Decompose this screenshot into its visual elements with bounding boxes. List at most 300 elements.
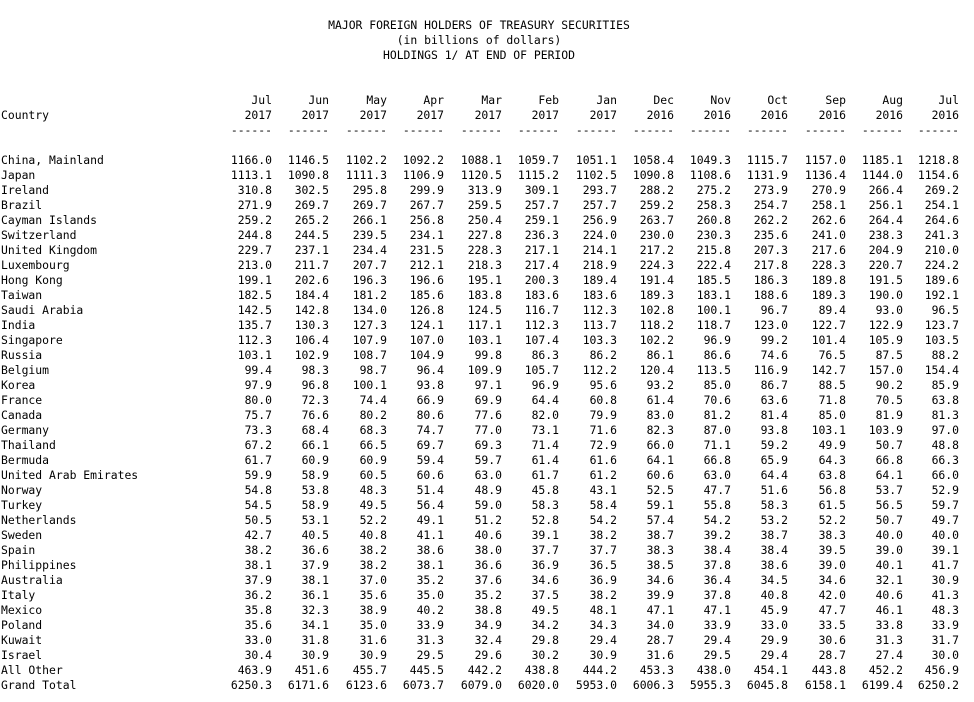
holding-value: 86.3 [531, 348, 559, 362]
holding-value: 1120.5 [460, 168, 502, 182]
holding-value: 71.6 [589, 423, 617, 437]
holding-value: 86.1 [646, 348, 674, 362]
column-year-header: 2017 [474, 108, 502, 122]
holding-value: 36.4 [703, 573, 731, 587]
holding-value: 39.5 [818, 543, 846, 557]
holding-value: 273.9 [753, 183, 788, 197]
country-name: Australia [1, 573, 63, 587]
holding-value: 118.7 [696, 318, 731, 332]
holding-value: 190.0 [868, 288, 903, 302]
column-year-header: 2017 [531, 108, 559, 122]
holding-value: 38.2 [359, 558, 387, 572]
holding-value: 103.5 [924, 333, 959, 347]
holding-value: 61.7 [244, 453, 272, 467]
holding-value: 443.8 [811, 663, 846, 677]
holding-value: 1115.7 [746, 153, 788, 167]
holding-value: 38.4 [703, 543, 731, 557]
holding-value: 6073.7 [402, 678, 444, 692]
holding-value: 218.3 [467, 258, 502, 272]
holding-value: 99.8 [474, 348, 502, 362]
holding-value: 183.6 [582, 288, 617, 302]
holding-value: 42.0 [818, 588, 846, 602]
column-separator: ------ [575, 123, 617, 137]
holding-value: 455.7 [352, 663, 387, 677]
holding-value: 41.7 [931, 558, 959, 572]
holding-value: 98.3 [301, 363, 329, 377]
holding-value: 185.5 [696, 273, 731, 287]
holding-value: 32.4 [474, 633, 502, 647]
country-name: Poland [1, 618, 43, 632]
holding-value: 45.9 [760, 603, 788, 617]
holding-value: 58.9 [301, 468, 329, 482]
holding-value: 105.7 [524, 363, 559, 377]
holding-value: 69.7 [416, 438, 444, 452]
holding-value: 266.1 [352, 213, 387, 227]
holding-value: 39.1 [931, 543, 959, 557]
country-name: Germany [1, 423, 50, 437]
holding-value: 99.4 [244, 363, 272, 377]
holding-value: 295.8 [352, 183, 387, 197]
holding-value: 34.6 [646, 573, 674, 587]
column-month-header: Mar [481, 93, 502, 107]
holding-value: 256.8 [409, 213, 444, 227]
holding-value: 74.4 [359, 393, 387, 407]
holding-value: 183.8 [467, 288, 502, 302]
country-name: Norway [1, 483, 43, 497]
country-column-header: Country [1, 108, 50, 122]
column-separator: ------ [917, 123, 959, 137]
holding-value: 58.4 [589, 498, 617, 512]
holding-value: 1146.5 [287, 153, 329, 167]
column-year-header: 2017 [244, 108, 272, 122]
column-year-header: 2016 [818, 108, 846, 122]
column-separator: ------ [460, 123, 502, 137]
holding-value: 234.4 [352, 243, 387, 257]
holding-value: 38.1 [301, 573, 329, 587]
holding-value: 217.6 [811, 243, 846, 257]
holding-value: 60.5 [359, 468, 387, 482]
holding-value: 217.2 [639, 243, 674, 257]
holding-value: 74.7 [416, 423, 444, 437]
column-separator: ------ [230, 123, 272, 137]
holding-value: 1144.0 [861, 168, 903, 182]
holding-value: 217.1 [524, 243, 559, 257]
holding-value: 181.2 [352, 288, 387, 302]
holding-value: 108.7 [352, 348, 387, 362]
holding-value: 53.2 [760, 513, 788, 527]
holding-value: 47.1 [646, 603, 674, 617]
holding-value: 1115.2 [517, 168, 559, 182]
holding-value: 34.3 [589, 618, 617, 632]
holding-value: 1102.2 [345, 153, 387, 167]
holding-value: 1166.0 [230, 153, 272, 167]
holding-value: 66.9 [416, 393, 444, 407]
holding-value: 60.9 [359, 453, 387, 467]
holding-value: 90.2 [875, 378, 903, 392]
holding-value: 37.8 [703, 558, 731, 572]
holding-value: 191.5 [868, 273, 903, 287]
holding-value: 50.7 [875, 513, 903, 527]
holding-value: 59.1 [646, 498, 674, 512]
holding-value: 117.1 [467, 318, 502, 332]
holding-value: 65.9 [760, 453, 788, 467]
holding-value: 1059.7 [517, 153, 559, 167]
holding-value: 38.2 [589, 588, 617, 602]
column-year-header: 2017 [416, 108, 444, 122]
country-name: Grand Total [1, 678, 77, 692]
holding-value: 33.9 [703, 618, 731, 632]
holding-value: 265.2 [294, 213, 329, 227]
holding-value: 31.7 [931, 633, 959, 647]
holding-value: 27.4 [875, 648, 903, 662]
column-separator: ------ [861, 123, 903, 137]
holding-value: 31.3 [875, 633, 903, 647]
holding-value: 35.2 [416, 573, 444, 587]
holding-value: 76.5 [818, 348, 846, 362]
holding-value: 34.0 [646, 618, 674, 632]
holding-value: 28.7 [818, 648, 846, 662]
holding-value: 31.6 [359, 633, 387, 647]
holding-value: 442.2 [467, 663, 502, 677]
holding-value: 29.5 [703, 648, 731, 662]
holding-value: 28.7 [646, 633, 674, 647]
holding-value: 97.9 [244, 378, 272, 392]
holding-value: 270.9 [811, 183, 846, 197]
country-name: All Other [1, 663, 63, 677]
holding-value: 213.0 [237, 258, 272, 272]
holding-value: 63.8 [818, 468, 846, 482]
holding-value: 269.7 [294, 198, 329, 212]
holding-value: 37.5 [531, 588, 559, 602]
column-year-header: 2016 [646, 108, 674, 122]
holding-value: 52.5 [646, 483, 674, 497]
holding-value: 38.2 [244, 543, 272, 557]
holding-value: 33.0 [244, 633, 272, 647]
holding-value: 39.9 [646, 588, 674, 602]
holding-value: 36.9 [531, 558, 559, 572]
holding-value: 207.7 [352, 258, 387, 272]
holding-value: 116.7 [524, 303, 559, 317]
holding-value: 288.2 [639, 183, 674, 197]
holding-value: 63.0 [703, 468, 731, 482]
holding-value: 224.0 [582, 228, 617, 242]
holding-value: 463.9 [237, 663, 272, 677]
holding-value: 82.3 [646, 423, 674, 437]
holding-value: 120.4 [639, 363, 674, 377]
country-name: Singapore [1, 333, 63, 347]
holding-value: 49.7 [931, 513, 959, 527]
holding-value: 30.9 [301, 648, 329, 662]
holding-value: 64.1 [875, 468, 903, 482]
holding-value: 93.2 [646, 378, 674, 392]
holding-value: 66.5 [359, 438, 387, 452]
holding-value: 102.2 [639, 333, 674, 347]
holding-value: 105.9 [868, 333, 903, 347]
holding-value: 29.8 [531, 633, 559, 647]
country-name: Luxembourg [1, 258, 70, 272]
holding-value: 98.7 [359, 363, 387, 377]
holding-value: 1090.8 [632, 168, 674, 182]
holding-value: 36.1 [301, 588, 329, 602]
holding-value: 81.4 [760, 408, 788, 422]
holding-value: 191.4 [639, 273, 674, 287]
country-name: Hong Kong [1, 273, 63, 287]
holding-value: 37.9 [301, 558, 329, 572]
holding-value: 66.1 [301, 438, 329, 452]
holding-value: 29.5 [416, 648, 444, 662]
column-separator: ------ [632, 123, 674, 137]
holding-value: 38.5 [646, 558, 674, 572]
holding-value: 88.2 [931, 348, 959, 362]
holding-value: 54.5 [244, 498, 272, 512]
column-month-header: Jan [596, 93, 617, 107]
holding-value: 52.2 [818, 513, 846, 527]
column-month-header: May [366, 93, 387, 107]
holding-value: 48.3 [359, 483, 387, 497]
holding-value: 79.9 [589, 408, 617, 422]
holding-value: 66.3 [931, 453, 959, 467]
holding-value: 96.9 [703, 333, 731, 347]
holding-value: 244.8 [237, 228, 272, 242]
holding-value: 48.9 [474, 483, 502, 497]
holding-value: 70.6 [703, 393, 731, 407]
holding-value: 1088.1 [460, 153, 502, 167]
holding-value: 36.6 [301, 543, 329, 557]
holding-value: 33.8 [875, 618, 903, 632]
holding-value: 38.8 [474, 603, 502, 617]
holding-value: 52.9 [931, 483, 959, 497]
holding-value: 30.9 [589, 648, 617, 662]
holding-value: 267.7 [409, 198, 444, 212]
holding-value: 34.2 [531, 618, 559, 632]
holding-value: 157.0 [868, 363, 903, 377]
holding-value: 60.8 [589, 393, 617, 407]
holding-value: 96.7 [760, 303, 788, 317]
holding-value: 30.9 [359, 648, 387, 662]
holding-value: 32.3 [301, 603, 329, 617]
holding-value: 36.9 [589, 573, 617, 587]
holding-value: 29.4 [589, 633, 617, 647]
holding-value: 80.6 [416, 408, 444, 422]
holding-value: 6045.8 [746, 678, 788, 692]
holding-value: 228.3 [467, 243, 502, 257]
holding-value: 1058.4 [632, 153, 674, 167]
holding-value: 310.8 [237, 183, 272, 197]
holding-value: 452.2 [868, 663, 903, 677]
holding-value: 224.3 [639, 258, 674, 272]
country-name: Switzerland [1, 228, 77, 242]
holding-value: 55.8 [703, 498, 731, 512]
holding-value: 35.0 [359, 618, 387, 632]
holding-value: 76.6 [301, 408, 329, 422]
holding-value: 80.0 [244, 393, 272, 407]
holding-value: 1111.3 [345, 168, 387, 182]
holding-value: 73.1 [531, 423, 559, 437]
holding-value: 34.1 [301, 618, 329, 632]
country-name: Cayman Islands [1, 213, 98, 227]
holding-value: 56.5 [875, 498, 903, 512]
holding-value: 212.1 [409, 258, 444, 272]
holding-value: 182.5 [237, 288, 272, 302]
holding-value: 275.2 [696, 183, 731, 197]
holding-value: 59.4 [416, 453, 444, 467]
holding-value: 112.2 [582, 363, 617, 377]
holding-value: 85.0 [703, 378, 731, 392]
column-year-header: 2016 [760, 108, 788, 122]
holding-value: 200.3 [524, 273, 559, 287]
column-separator: ------ [804, 123, 846, 137]
holding-value: 83.0 [646, 408, 674, 422]
holding-value: 97.1 [474, 378, 502, 392]
holding-value: 259.2 [639, 198, 674, 212]
holding-value: 39.2 [703, 528, 731, 542]
holding-value: 53.7 [875, 483, 903, 497]
holding-value: 69.3 [474, 438, 502, 452]
holding-value: 102.8 [639, 303, 674, 317]
holding-value: 1051.1 [575, 153, 617, 167]
holding-value: 263.7 [639, 213, 674, 227]
holding-value: 259.2 [237, 213, 272, 227]
holding-value: 38.3 [818, 528, 846, 542]
holding-value: 259.5 [467, 198, 502, 212]
holding-value: 38.2 [589, 528, 617, 542]
holding-value: 66.0 [931, 468, 959, 482]
holding-value: 68.3 [359, 423, 387, 437]
holding-value: 211.7 [294, 258, 329, 272]
holding-value: 38.7 [760, 528, 788, 542]
column-month-header: Dec [653, 93, 674, 107]
holding-value: 1136.4 [804, 168, 846, 182]
holding-value: 228.3 [811, 258, 846, 272]
holding-value: 293.7 [582, 183, 617, 197]
holding-value: 1092.2 [402, 153, 444, 167]
holding-value: 29.9 [760, 633, 788, 647]
holding-value: 71.4 [531, 438, 559, 452]
holding-value: 445.5 [409, 663, 444, 677]
holding-value: 61.4 [531, 453, 559, 467]
holding-value: 35.2 [474, 588, 502, 602]
holding-value: 40.1 [875, 558, 903, 572]
holding-value: 35.6 [244, 618, 272, 632]
holding-value: 61.5 [818, 498, 846, 512]
holding-value: 186.3 [753, 273, 788, 287]
holding-value: 6158.1 [804, 678, 846, 692]
holding-value: 104.9 [409, 348, 444, 362]
holding-value: 95.6 [589, 378, 617, 392]
holding-value: 123.0 [753, 318, 788, 332]
holding-value: 37.8 [703, 588, 731, 602]
holding-value: 230.3 [696, 228, 731, 242]
holding-value: 63.8 [931, 393, 959, 407]
holding-value: 1090.8 [287, 168, 329, 182]
holding-value: 67.2 [244, 438, 272, 452]
holding-value: 89.4 [818, 303, 846, 317]
holding-value: 49.9 [818, 438, 846, 452]
holding-value: 134.0 [352, 303, 387, 317]
holding-value: 107.9 [352, 333, 387, 347]
column-year-header: 2016 [875, 108, 903, 122]
holding-value: 109.9 [467, 363, 502, 377]
holding-value: 37.9 [244, 573, 272, 587]
holding-value: 262.2 [753, 213, 788, 227]
holding-value: 103.1 [811, 423, 846, 437]
holding-value: 116.9 [753, 363, 788, 377]
holding-value: 33.9 [931, 618, 959, 632]
holding-value: 42.7 [244, 528, 272, 542]
column-month-header: Aug [882, 93, 903, 107]
holding-value: 1154.6 [917, 168, 959, 182]
holding-value: 72.3 [301, 393, 329, 407]
holding-value: 113.7 [582, 318, 617, 332]
holding-value: 238.3 [868, 228, 903, 242]
holding-value: 189.6 [924, 273, 959, 287]
holding-value: 1131.9 [746, 168, 788, 182]
holding-value: 112.3 [582, 303, 617, 317]
holding-value: 100.1 [352, 378, 387, 392]
holding-value: 93.8 [416, 378, 444, 392]
holding-value: 107.4 [524, 333, 559, 347]
holding-value: 77.0 [474, 423, 502, 437]
holding-value: 41.1 [416, 528, 444, 542]
holding-value: 154.4 [924, 363, 959, 377]
holding-value: 77.6 [474, 408, 502, 422]
column-separator: ------ [689, 123, 731, 137]
holding-value: 33.9 [416, 618, 444, 632]
holding-value: 142.7 [811, 363, 846, 377]
holding-value: 38.6 [760, 558, 788, 572]
holding-value: 49.5 [531, 603, 559, 617]
holding-value: 451.6 [294, 663, 329, 677]
holding-value: 93.0 [875, 303, 903, 317]
holding-value: 196.3 [352, 273, 387, 287]
holding-value: 66.0 [646, 438, 674, 452]
holding-value: 101.4 [811, 333, 846, 347]
country-name: Netherlands [1, 513, 77, 527]
holding-value: 30.6 [818, 633, 846, 647]
column-month-header: Nov [710, 93, 731, 107]
holding-value: 1106.9 [402, 168, 444, 182]
column-month-header: Oct [767, 93, 788, 107]
holding-value: 96.4 [416, 363, 444, 377]
holding-value: 256.9 [582, 213, 617, 227]
holding-value: 122.7 [811, 318, 846, 332]
holding-value: 36.6 [474, 558, 502, 572]
country-name: France [1, 393, 43, 407]
holding-value: 124.1 [409, 318, 444, 332]
holding-value: 34.5 [760, 573, 788, 587]
holding-value: 241.0 [811, 228, 846, 242]
holding-value: 51.6 [760, 483, 788, 497]
holding-value: 54.2 [589, 513, 617, 527]
holding-value: 38.7 [646, 528, 674, 542]
holding-value: 229.7 [237, 243, 272, 257]
column-year-header: 2017 [301, 108, 329, 122]
holding-value: 61.7 [531, 468, 559, 482]
holding-value: 37.0 [359, 573, 387, 587]
holding-value: 43.1 [589, 483, 617, 497]
holding-value: 38.3 [646, 543, 674, 557]
holding-value: 256.1 [868, 198, 903, 212]
holding-value: 142.5 [237, 303, 272, 317]
country-name: Thailand [1, 438, 56, 452]
holding-value: 6250.3 [230, 678, 272, 692]
holding-value: 456.9 [924, 663, 959, 677]
holding-value: 241.3 [924, 228, 959, 242]
holding-value: 264.4 [868, 213, 903, 227]
holding-value: 35.8 [244, 603, 272, 617]
holding-value: 80.2 [359, 408, 387, 422]
holding-value: 81.3 [931, 408, 959, 422]
